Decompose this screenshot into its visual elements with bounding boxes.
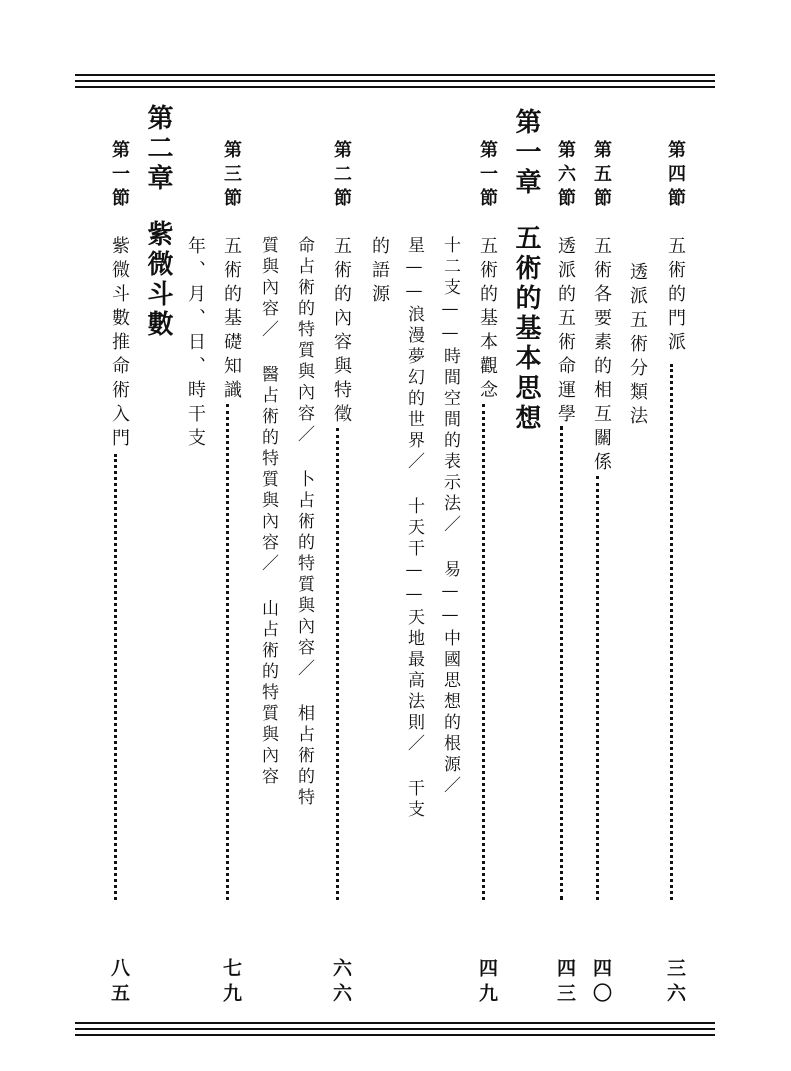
bottom-rule-1 (75, 1022, 715, 1024)
toc-entry (548, 0, 578, 1071)
detail-text: 命占術的特質與內容／ 卜占術的特質與內容／ 相占術的特 (294, 236, 314, 809)
section-label: 第一節 (477, 140, 498, 212)
toc-subentry (620, 0, 650, 1071)
toc-entry (584, 0, 614, 1071)
bottom-rule-2 (75, 1028, 715, 1030)
chapter-heading (138, 0, 174, 1071)
toc-entry (324, 0, 354, 1071)
section-label: 第四節 (665, 140, 686, 212)
chapter-title: 五術的基本思想 (511, 224, 541, 434)
toc-entry (470, 0, 500, 1071)
detail-text: 的語源 (369, 236, 390, 308)
section-label: 第一節 (109, 140, 130, 212)
toc-detail-line (362, 0, 392, 1071)
leader-dots (560, 426, 563, 900)
entry-title: 五術的內容與特徵 (331, 236, 352, 428)
page-number: 七九 (220, 958, 242, 1008)
leader-dots (114, 454, 117, 900)
section-label: 第五節 (591, 140, 612, 212)
page-number: 四〇 (590, 958, 612, 1008)
chapter-label: 第一章 (511, 108, 541, 198)
toc-detail-line (178, 0, 208, 1071)
toc-entry (102, 0, 132, 1071)
page-number: 四三 (554, 958, 576, 1008)
bottom-rule-3 (75, 1034, 715, 1036)
section-label: 第二節 (331, 140, 352, 212)
entry-title: 透派的五術命運學 (555, 236, 576, 428)
chapter-heading (506, 0, 542, 1071)
toc-entry (658, 0, 688, 1071)
page-number: 四九 (476, 958, 498, 1008)
detail-text: 十二支——時間空間的表示法／ 易——中國思想的根源／ (440, 236, 460, 797)
page-number: 六六 (330, 958, 352, 1008)
chapter-label: 第二章 (143, 104, 173, 194)
toc-detail-line (252, 0, 282, 1071)
toc-detail-line (434, 0, 464, 1071)
chapter-title: 紫微斗數 (143, 220, 173, 340)
leader-dots (596, 476, 599, 900)
page-number: 八五 (108, 958, 130, 1008)
page-number: 三六 (664, 958, 686, 1008)
entry-title: 五術的門派 (665, 236, 686, 356)
detail-text: 星——浪漫夢幻的世界／ 十天干——天地最高法則／ 干支 (404, 236, 424, 821)
detail-text: 年、月、日、時干支 (185, 236, 206, 452)
entry-title: 五術的基本觀念 (477, 236, 498, 404)
toc-detail-line (288, 0, 318, 1071)
subentry-title: 透派五術分類法 (627, 262, 648, 430)
entry-title: 五術各要素的相互關係 (591, 236, 612, 476)
entry-title: 紫微斗數推命術入門 (109, 236, 130, 452)
detail-text: 質與內容／ 醫占術的特質與內容／ 山占術的特質與內容 (258, 236, 278, 788)
section-label: 第六節 (555, 140, 576, 212)
section-label: 第三節 (221, 140, 242, 212)
toc-entry (214, 0, 244, 1071)
toc-detail-line (398, 0, 428, 1071)
leader-dots (482, 404, 485, 900)
leader-dots (226, 404, 229, 900)
entry-title: 五術的基礎知識 (221, 236, 242, 404)
leader-dots (670, 364, 673, 900)
leader-dots (336, 428, 339, 900)
